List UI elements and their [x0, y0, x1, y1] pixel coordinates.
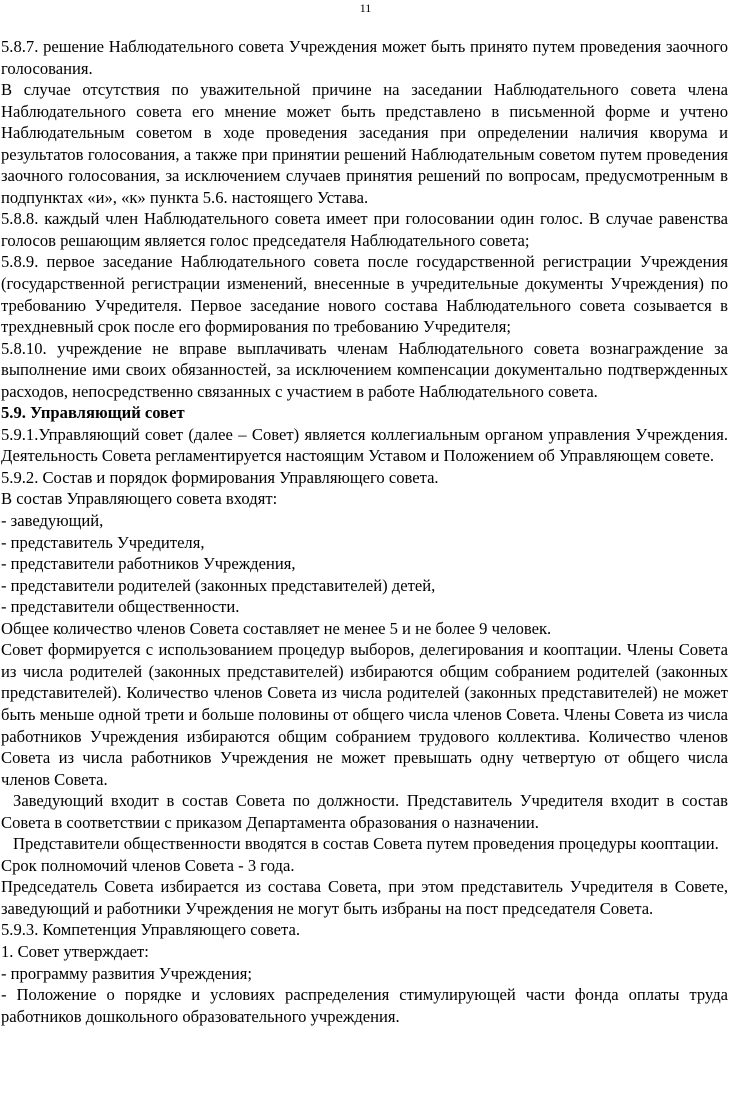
paragraph: - представитель Учредителя,	[1, 532, 205, 552]
paragraph: 5.9.1.Управляющий совет (далее – Совет) является коллегиальным органом управления Учреждения. Деятельность Совета регламентируется настоящим Уставом и Положением об Управляющем совете.	[1, 424, 728, 466]
paragraph: Председатель Совета избирается из состава Совета, при этом представитель Учредителя в Совете, заведующий и работники Учреждения не могут быть избраны на пост председателя Совета.	[1, 877, 728, 918]
paragraph: 5.8.10. учреждение не вправе выплачивать членам Наблюдательного совета вознаграждение за выполнение ими своих обязанностей, за исключением компенсации документально подтвержденных расходов, непосредственно связанных с участием в работе Наблюдательного совета.	[1, 338, 728, 401]
paragraph: Представители общественности вводятся в состав Совета путем проведения процедуры кооптации.	[13, 834, 719, 854]
page-number: 11	[359, 1, 372, 15]
paragraph: 5.8.8. каждый член Наблюдательного совета имеет при голосовании один голос. В случае равенства голосов решающим является голос председателя Наблюдательного совета;	[1, 209, 728, 250]
paragraph: В состав Управляющего совета входят:	[1, 489, 278, 509]
paragraph: 1. Совет утверждает:	[1, 941, 149, 961]
paragraph: - представители родителей (законных представителей) детей,	[1, 575, 436, 595]
section-heading: 5.9. Управляющий совет	[1, 403, 185, 423]
paragraph: 5.9.3. Компетенция Управляющего совета.	[1, 920, 300, 940]
paragraph: 5.8.7. решение Наблюдательного совета Учреждения может быть принято путем проведения заочного голосования.	[1, 37, 728, 78]
paragraph: Общее количество членов Совета составляет не менее 5 и не более 9 человек.	[1, 618, 552, 638]
paragraph: Заведующий входит в состав Совета по должности. Представитель Учредителя входит в состав Совета в соответствии с приказом Департамента образования о назначении.	[1, 791, 728, 832]
paragraph: В случае отсутствия по уважительной причине на заседании Наблюдательного совета члена Наблюдательного совета его мнение может быть представлено в письменной форме и учтено Наблюдательным советом в ходе проведения заседания при определении наличия кворума и результатов голосования, а также при принятии решений Наблюдательным советом путем проведения заочного голосования, за исключением случаев принятия решений по вопросам, предусмотренным в подпунктах «и», «к» пункта 5.6. настоящего Устава.	[1, 80, 728, 207]
paragraph: 5.9.2. Состав и порядок формирования Управляющего совета.	[1, 467, 439, 487]
paragraph: - программу развития Учреждения;	[1, 963, 252, 983]
paragraph: - заведующий,	[1, 511, 104, 531]
paragraph: 5.8.9. первое заседание Наблюдательного совета после государственной регистрации Учреждения (государственной регистрации изменений, внесенные в учредительные документы Учреждения) по требованию Учредителя. Первое заседание нового состава Наблюдательного совета созывается в трехдневный срок после его формирования по требованию Учредителя;	[1, 252, 728, 337]
paragraph: Совет формируется с использованием процедур выборов, делегирования и кооптации. Члены Совета из числа родителей (законных представителей) избираются общим собранием родителей (законных представителей). Количество членов Совета из числа родителей (законных представителей) не может быть меньше одной трети и больше половины от общего числа членов Совета. Члены Совета из числа работников Учреждения избираются общим собранием трудового коллектива. Количество членов Совета из числа работников Учреждения не может превышать одну четвертую от общего числа членов Совета.	[1, 640, 728, 789]
paragraph: - представители работников Учреждения,	[1, 554, 296, 574]
paragraph: - Положение о порядке и условиях распределения стимулирующей части фонда оплаты труда работников дошкольного образовательного учреждения.	[1, 985, 728, 1026]
document-body	[1, 36, 728, 1027]
paragraph: Срок полномочий членов Совета - 3 года.	[1, 855, 295, 875]
paragraph: - представители общественности.	[1, 597, 240, 617]
